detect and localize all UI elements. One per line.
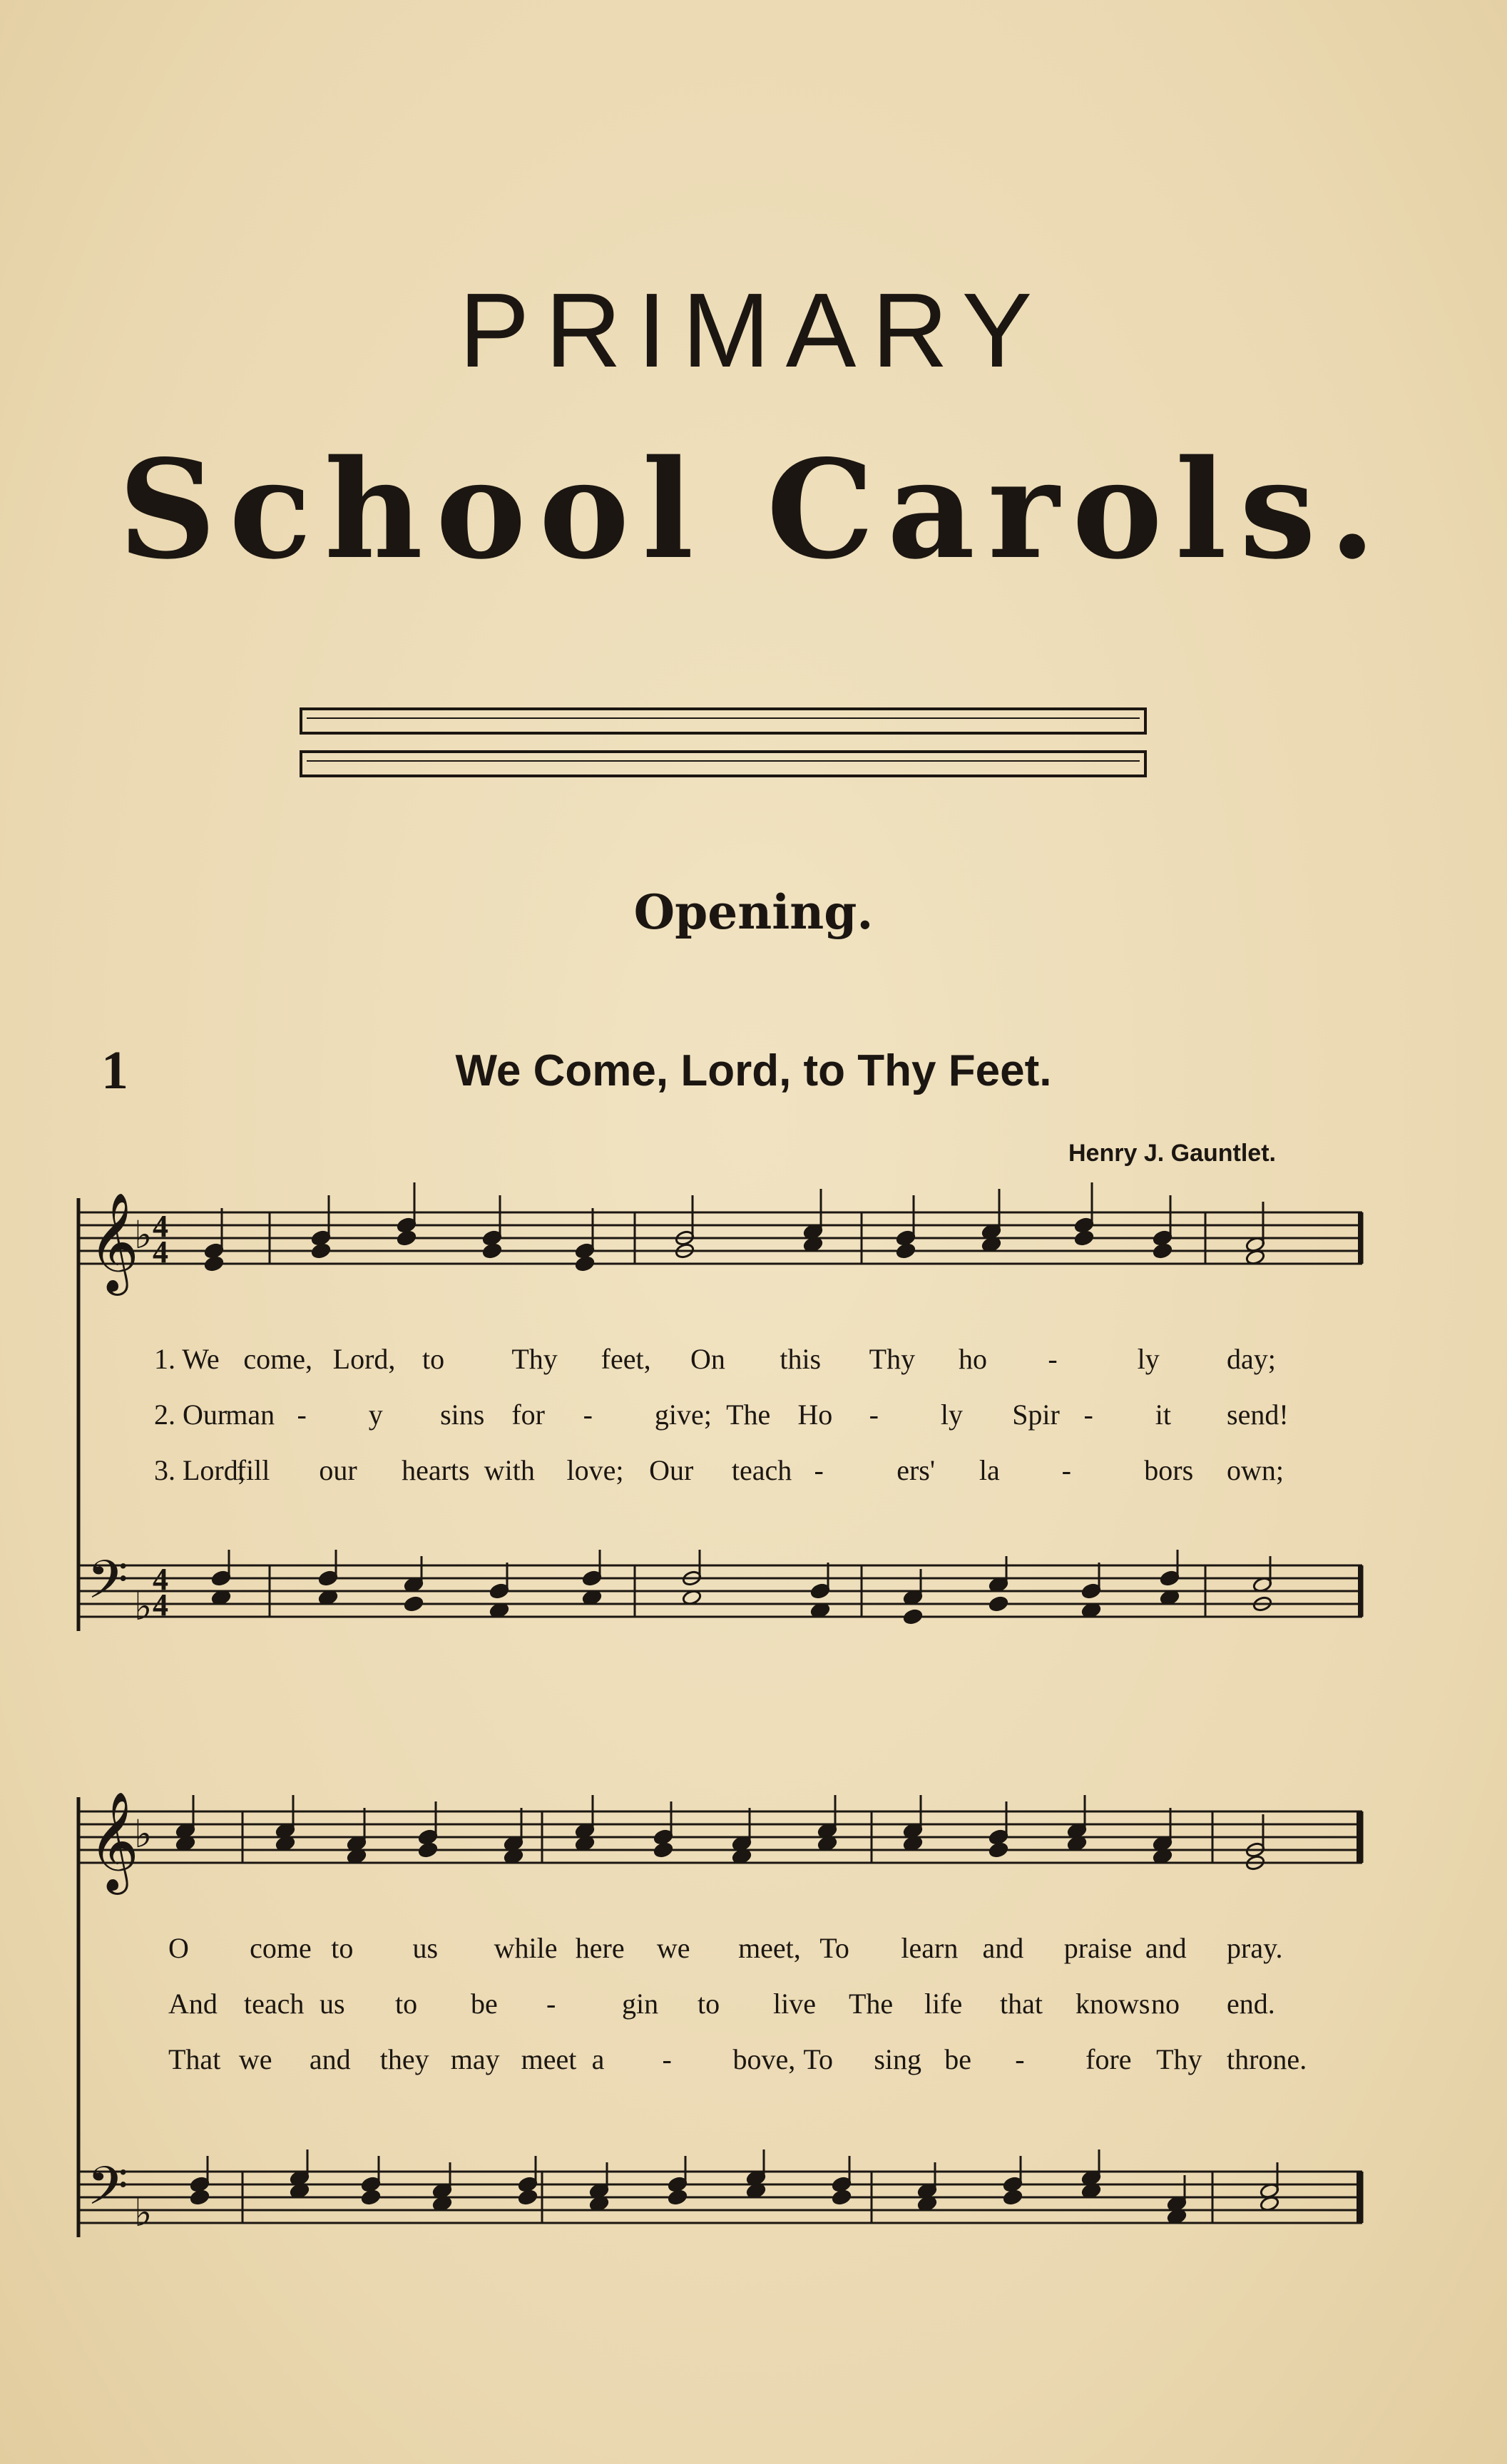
hymn-number: 1 bbox=[101, 1041, 128, 1100]
notehead bbox=[1003, 2189, 1023, 2205]
lyric-syllable: feet, bbox=[601, 1343, 651, 1375]
book-title-primary: PRIMARY bbox=[459, 272, 1048, 389]
lyric-syllable: That bbox=[168, 2043, 221, 2075]
final-barline bbox=[1357, 2172, 1362, 2223]
section-heading: Opening. bbox=[633, 884, 874, 940]
lyric-syllable: - bbox=[814, 1454, 824, 1486]
notehead bbox=[668, 2189, 688, 2205]
lyric-syllable: Our bbox=[649, 1454, 694, 1486]
lyric-syllable: come, bbox=[243, 1343, 312, 1375]
lyric-syllable: - bbox=[1061, 1454, 1071, 1486]
flat-icon: ♭ bbox=[134, 2190, 153, 2235]
flat-icon: ♭ bbox=[134, 1212, 153, 1257]
lyric-syllable: - bbox=[1048, 1343, 1058, 1375]
notehead bbox=[1153, 1242, 1173, 1259]
lyric-syllable: be bbox=[471, 1988, 498, 2020]
notehead bbox=[896, 1242, 916, 1259]
lyric-syllable: to bbox=[331, 1932, 354, 1964]
lyric-syllable: to bbox=[422, 1343, 445, 1375]
lyric-syllable: To bbox=[819, 1932, 849, 1964]
lyric-syllable: live bbox=[773, 1988, 816, 2020]
final-barline bbox=[1358, 1212, 1362, 1264]
lyric-syllable: give; bbox=[654, 1399, 712, 1431]
time-signature: 4 bbox=[153, 1562, 168, 1597]
lyric-syllable: - bbox=[1015, 2043, 1025, 2075]
lyric-syllable: bors bbox=[1144, 1454, 1194, 1486]
lyric-syllable: - bbox=[297, 1399, 307, 1431]
lyric-syllable: ho bbox=[959, 1343, 987, 1375]
notehead bbox=[418, 1841, 438, 1858]
lyric-syllable: and bbox=[309, 2043, 351, 2075]
lyric-syllable: send! bbox=[1227, 1399, 1289, 1431]
lyric-syllable: On bbox=[690, 1343, 725, 1375]
lyric-syllable: come bbox=[250, 1932, 312, 1964]
notehead bbox=[518, 2189, 538, 2205]
lyric-syllable: praise bbox=[1063, 1932, 1133, 1964]
lyric-syllable: we bbox=[238, 2043, 272, 2075]
lyric-syllable: here bbox=[575, 1932, 625, 1964]
lyric-syllable: pray. bbox=[1227, 1932, 1283, 1964]
lyric-syllable: man bbox=[225, 1399, 275, 1431]
lyric-syllable: teach bbox=[244, 1988, 305, 2020]
lyric-syllable: 2. Our bbox=[154, 1399, 228, 1431]
lyric-syllable: fill bbox=[236, 1454, 270, 1486]
lyric-syllable: for bbox=[511, 1399, 545, 1431]
lyric-syllable: The bbox=[849, 1988, 894, 2020]
lyric-syllable: us bbox=[412, 1932, 439, 1964]
notehead bbox=[397, 1230, 417, 1246]
notehead bbox=[832, 2189, 852, 2205]
lyric-syllable: - bbox=[1083, 1399, 1093, 1431]
lyric-syllable: a bbox=[591, 2043, 605, 2075]
notehead bbox=[311, 1242, 331, 1259]
lyric-syllable: hearts bbox=[402, 1454, 470, 1486]
lyric-syllable: may bbox=[450, 2043, 500, 2075]
lyric-syllable: 3. Lord, bbox=[154, 1454, 245, 1486]
lyric-syllable: - bbox=[869, 1399, 879, 1431]
lyric-syllable: la bbox=[979, 1454, 1000, 1486]
time-signature: 4 bbox=[153, 1588, 168, 1622]
lyric-syllable: The bbox=[726, 1399, 771, 1431]
hymn-title: We Come, Lord, to Thy Feet. bbox=[455, 1046, 1052, 1095]
lyric-syllable: they bbox=[379, 2043, 429, 2075]
lyric-syllable: we bbox=[656, 1932, 690, 1964]
lyric-syllable: bove, bbox=[732, 2043, 796, 2075]
lyric-syllable: love; bbox=[566, 1454, 624, 1486]
notehead bbox=[482, 1242, 502, 1259]
lyric-syllable: Thy bbox=[1156, 2043, 1202, 2075]
treble-clef-icon: 𝄞 bbox=[88, 1791, 139, 1891]
lyric-syllable: no bbox=[1151, 1988, 1180, 2020]
final-barline bbox=[1358, 1565, 1362, 1617]
book-title-main: School Carols. bbox=[118, 430, 1389, 589]
lyric-syllable: meet, bbox=[738, 1932, 801, 1964]
lyric-syllable: to bbox=[395, 1988, 418, 2020]
bass-clef-icon: 𝄢 bbox=[87, 2155, 128, 2230]
lyric-syllable: Thy bbox=[511, 1343, 558, 1375]
lyric-syllable: Lord, bbox=[332, 1343, 396, 1375]
lyric-syllable: that bbox=[1000, 1988, 1043, 2020]
lyric-syllable: Spir bbox=[1012, 1399, 1060, 1431]
flat-icon: ♭ bbox=[134, 1811, 153, 1856]
lyric-syllable: while bbox=[494, 1932, 558, 1964]
bass-clef-icon: 𝄢 bbox=[87, 1549, 128, 1624]
notehead bbox=[190, 2189, 210, 2205]
notehead bbox=[361, 2189, 381, 2205]
lyric-syllable: 1. We bbox=[154, 1343, 220, 1375]
lyric-syllable: O bbox=[168, 1932, 189, 1964]
notehead bbox=[575, 1255, 595, 1272]
notehead bbox=[989, 1841, 1008, 1858]
lyric-syllable: own; bbox=[1227, 1454, 1284, 1486]
lyric-syllable: this bbox=[780, 1343, 822, 1375]
lyric-syllable: with bbox=[484, 1454, 535, 1486]
lyric-syllable: it bbox=[1155, 1399, 1171, 1431]
lyric-syllable: ers' bbox=[896, 1454, 936, 1486]
lyric-syllable: meet bbox=[521, 2043, 577, 2075]
lyric-syllable: throne. bbox=[1227, 2043, 1307, 2075]
lyric-syllable: be bbox=[944, 2043, 972, 2075]
notehead bbox=[989, 1595, 1008, 1612]
lyric-syllable: ly bbox=[940, 1399, 964, 1431]
final-barline bbox=[1357, 1811, 1362, 1863]
lyric-syllable: And bbox=[168, 1988, 218, 2020]
lyric-syllable: - bbox=[662, 2043, 672, 2075]
lyric-syllable: ly bbox=[1137, 1343, 1160, 1375]
lyric-syllable: day; bbox=[1227, 1343, 1276, 1375]
notehead bbox=[1074, 1230, 1094, 1246]
lyric-syllable: gin bbox=[622, 1988, 659, 2020]
lyric-syllable: and bbox=[1145, 1932, 1187, 1964]
lyric-syllable: - bbox=[546, 1988, 556, 2020]
notehead bbox=[653, 1841, 673, 1858]
composer-credit: Henry J. Gauntlet. bbox=[1068, 1140, 1276, 1167]
lyric-syllable: our bbox=[319, 1454, 357, 1486]
lyric-syllable: learn bbox=[901, 1932, 959, 1964]
lyric-syllable: us bbox=[320, 1988, 345, 2020]
flat-icon: ♭ bbox=[134, 1584, 153, 1629]
lyric-syllable: - bbox=[583, 1399, 593, 1431]
lyric-syllable: sing bbox=[874, 2043, 922, 2075]
lyric-syllable: To bbox=[803, 2043, 834, 2075]
lyric-syllable: Ho bbox=[797, 1399, 833, 1431]
notehead bbox=[204, 1255, 224, 1272]
lyric-syllable: teach bbox=[731, 1454, 792, 1486]
lyric-syllable: to bbox=[698, 1988, 720, 2020]
lyric-syllable: y bbox=[368, 1399, 383, 1431]
lyric-syllable: end. bbox=[1227, 1988, 1275, 2020]
lyric-syllable: Thy bbox=[869, 1343, 916, 1375]
notehead bbox=[903, 1608, 923, 1625]
lyric-syllable: sins bbox=[440, 1399, 485, 1431]
lyric-syllable: life bbox=[924, 1988, 963, 2020]
notehead bbox=[404, 1595, 424, 1612]
treble-clef-icon: 𝄞 bbox=[88, 1192, 139, 1292]
time-signature: 4 bbox=[153, 1234, 168, 1269]
lyric-syllable: fore bbox=[1085, 2043, 1132, 2075]
time-signature: 4 bbox=[153, 1209, 168, 1244]
lyric-syllable: and bbox=[982, 1932, 1024, 1964]
lyric-syllable: knows bbox=[1076, 1988, 1150, 2020]
